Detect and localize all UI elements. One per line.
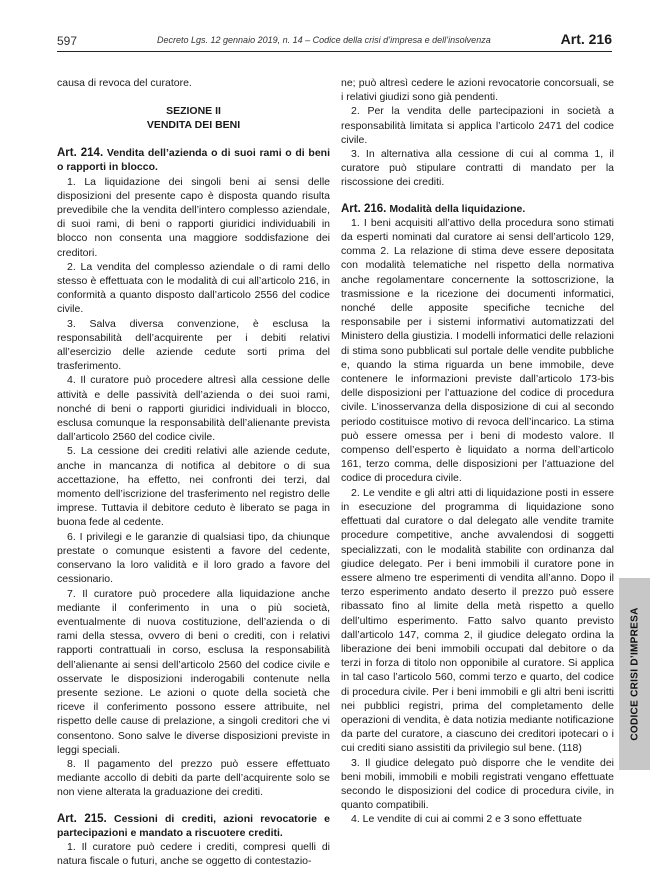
header-rule	[57, 51, 612, 52]
art215-para-1-cont: ne; può altresì cedere le azioni revocatorie concorsuali, se i relativi giudizi sono già pendenti.	[341, 77, 614, 104]
page-number: 597	[57, 34, 78, 48]
art214-para-4: 4. Il curatore può procedere altresì alla cessione delle attività e delle passività dell’azienda o dei suoi rami, nonché di beni o rapporti giuridici individuali in blocco, esclusa comunque la responsabilità dell’alienante prevista dall’articolo 2560 del codice civile.	[57, 374, 330, 444]
art215-title: Cessioni di crediti, azioni revocatorie e partecipazioni e mandato a riscuotere crediti.	[57, 812, 331, 839]
art216-title: Modalità della liquidazione.	[389, 202, 526, 215]
section-subtitle: VENDITA DEI BENI	[146, 119, 241, 132]
art214-para-1: 1. La liquidazione dei singoli beni ai sensi delle disposizioni del presente capo è disposta quando risulta prevedibile che la vendita dell’intero complesso aziendale, di suoi rami, di beni o rapporti giuridici individuabili in blocco non consenta una maggiore soddisfazione dei creditori.	[57, 175, 330, 259]
art215-para-1: 1. Il curatore può cedere i crediti, compresi quelli di natura fiscale o futuri, anche se oggetto di contestazio-	[57, 840, 330, 868]
section-title: SEZIONE II	[166, 105, 221, 118]
art214-number: Art. 214.	[57, 147, 104, 160]
art214-para-7: 7. Il curatore può procedere alla liquidazione anche mediante il conferimento in una o più società, eventualmente di nuova costituzione, dell’azienda o di rami della stessa, ovvero di beni o crediti, con i relativi rapporti contrattuali in corso, esclusa la responsabilità dell’alienante ai sensi dell’articolo 2560 del codice civile e osservate le disposizioni inderogabili contenute nella presente sezione. Le azioni o quote della società che riceve il conferimento possono essere attribuite, nel rispetto delle cause di prelazione, a singoli creditori che vi consentono. Sono salve le diverse disposizioni previste in leggi speciali.	[57, 587, 330, 756]
running-title: Decreto Lgs. 12 gennaio 2019, n. 14 – Codice della crisi d’impresa e dell’insolvenza	[157, 35, 491, 45]
art214-heading	[57, 146, 330, 174]
page-header	[57, 31, 612, 51]
art214-para-3: 3. Salva diversa convenzione, è esclusa la responsabilità dell’acquirente per i debiti relativi all’esercizio delle aziende cedute sorti prima del trasferimento.	[57, 317, 330, 373]
left-column	[57, 76, 330, 868]
art215-para-3: 3. In alternativa alla cessione di cui al comma 1, il curatore può stipulare contratti di mandato per la riscossione dei crediti.	[341, 148, 614, 189]
side-tab-label: CODICE CRISI D’IMPRESA	[629, 607, 640, 741]
side-tab	[619, 578, 650, 770]
art214-para-5: 5. La cessione dei crediti relativi alle aziende cedute, anche in mancanza di notifica al debitore o di sua accettazione, ha effetto, nei confronti dei terzi, dal momento dell’iscrizione del trasferimento nel registro delle imprese. Tuttavia il debitore ceduto è liberato se paga in buona fede al cedente.	[57, 445, 330, 529]
art215-heading	[57, 812, 330, 840]
art214-para-6: 6. I privilegi e le garanzie di qualsiasi tipo, da chiunque prestate o comunque esistenti a favore del cedente, conservano la loro validità e il loro grado a favore del cessionario.	[57, 530, 330, 586]
art216-para-4: 4. Le vendite di cui ai commi 2 e 3 sono effettuate	[351, 813, 582, 826]
art216-para-1: 1. I beni acquisiti all’attivo della procedura sono stimati da esperti nominati dal curatore ai sensi dell’articolo 129, comma 2. La relazione di stima deve essere depositata con modalità telematiche nel rispetto della normativa anche regolamentare concernente la sottoscrizione, la trasmissione e la ricezione dei documenti informatici, nonché delle apposite specifiche tecniche del responsabile per i sistemi informativi automatizzati del Ministero della giustizia. I modelli informatici delle relazioni di stima sono pubblicati sul portale delle vendite pubbliche e, quando la stima riguarda un bene immobile, deve contenere le informazioni previste dall’articolo 173-bis delle disposizioni per l’attuazione del codice di procedura civile. L’inosservanza della disposizione di cui al secondo periodo costituisce motivo di revoca dell’incarico. La stima può essere omessa per i beni di modesto valore. Il compenso dell’esperto è liquidato a norma dell’articolo 161, terzo comma, delle disposizioni per l’attuazione del codice di procedura civile.	[341, 216, 614, 485]
intro-line: causa di revoca del curatore.	[57, 77, 192, 89]
art216-para-3: 3. Il giudice delegato può disporre che le vendite dei beni mobili, immobili e mobili registrati vengano effettuate secondo le disposizioni del codice di procedura civile, in quanto compatibili.	[341, 756, 614, 812]
art214-para-8: 8. Il pagamento del prezzo può essere effettuato mediante accollo di debiti da parte dell’acquirente solo se non viene alterata la graduazione dei crediti.	[57, 757, 330, 799]
art215-number: Art. 215.	[57, 812, 107, 825]
header-article: Art. 216	[560, 31, 612, 47]
art216-number: Art. 216.	[341, 202, 387, 215]
art216-heading	[341, 202, 614, 216]
art214-title: Vendita dell’azienda o di suoi rami o di beni o rapporti in blocco.	[57, 147, 330, 174]
art216-para-2: 2. Le vendite e gli altri atti di liquidazione posti in essere in esecuzione del programma di liquidazione sono effettuati dal curatore o dal delegato alle vendite tramite procedure competitive, anche avvalendosi di soggetti specializzati, con le modalità stabilite con ordinanza dal giudice delegato. Per i beni immobili il curatore pone in essere almeno tre esperimenti di vendita all’anno. Dopo il terzo esperimento andato deserto il prezzo può essere ribassato fino al limite della metà rispetto a quello dell’ultimo esperimento. Fatto salvo quanto previsto dall’articolo 147, comma 2, il giudice delegato ordina la liberazione dei beni immobili occupati dal debitore o da terzi in forza di titolo non opponibile al curatore. Si applica in tal caso l’articolo 560, commi terzo e quarto, del codice di procedura civile. Per i beni immobili e gli altri beni iscritti nei pubblici registri, prima del completamento delle operazioni di vendita, è data notizia mediante notificazione da parte del curatore, a ciascuno dei creditori ipotecari o i cui crediti siano assistiti da privilegio sul bene. (118)	[341, 486, 614, 755]
right-column	[341, 76, 614, 827]
art215-para-2: 2. Per la vendita delle partecipazioni in società a responsabilità limitata si applica l’articolo 2471 del codice civile.	[341, 105, 614, 146]
art214-para-2: 2. La vendita del complesso aziendale o di rami dello stesso è effettuata con le modalità di cui all’articolo 216, in conformità a quanto disposto dall’articolo 2556 del codice civile.	[57, 260, 330, 316]
